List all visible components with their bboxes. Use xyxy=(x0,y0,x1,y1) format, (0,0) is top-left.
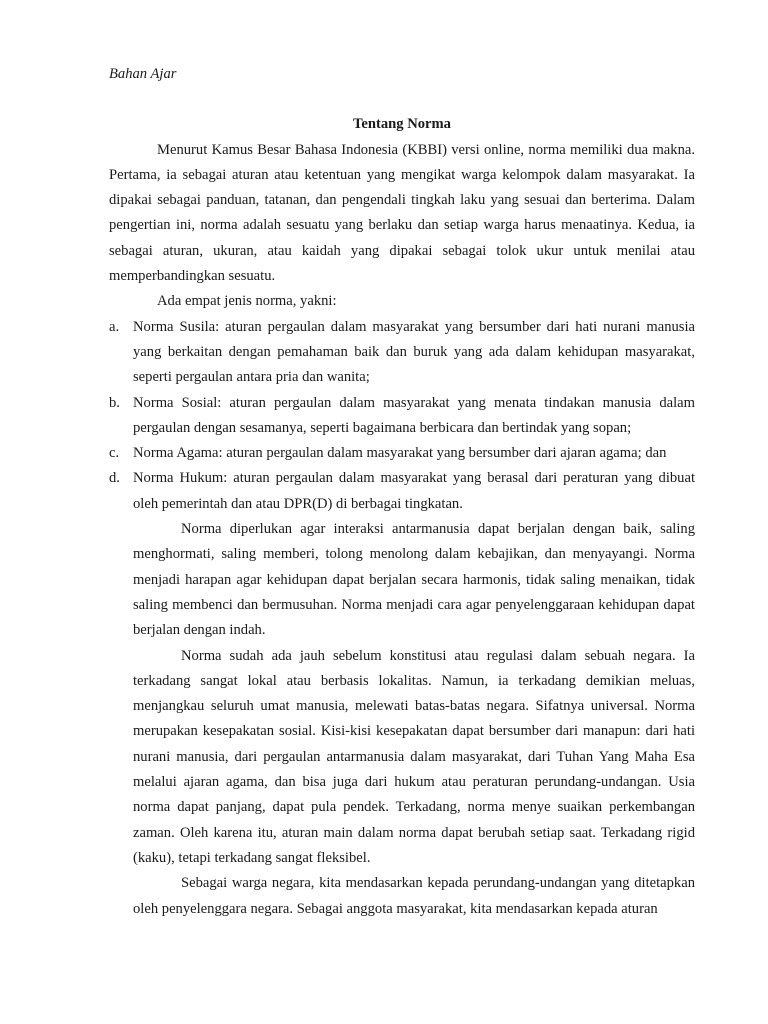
list-item xyxy=(109,441,695,466)
list-item-text: Norma Susila: aturan pergaulan dalam masyarakat yang bersumber dari hati nurani manusia yang berkaitan dengan pemahaman baik dan buruk yang ada dalam kehidupan masyarakat, seperti pergaulan antara pria dan wanita; xyxy=(133,318,695,386)
list-marker: c. xyxy=(109,445,120,462)
norm-types-list xyxy=(109,315,695,517)
list-item-text: Norma Agama: aturan pergaulan dalam masyarakat yang bersumber dari ajaran agama; dan xyxy=(133,445,667,462)
list-item xyxy=(109,466,695,517)
list-marker: d. xyxy=(109,470,120,487)
paragraph-history: Norma sudah ada jauh sebelum konstitusi atau regulasi dalam sebuah negara. Ia terkadang sangat lokal atau berbasis lokalitas. Namun, ia terkadang demikian meluas, menjangkau seluruh umat manusia, melewati batas-batas negara. Sifatnya universal. Norma merupakan kesepakatan sosial. Kisi-kisi kesepakatan dapat bersumber dari manapun: dari hati nurani manusia, dari pergaulan antarmanusia dalam masyarakat, dari Tuhan Yang Maha Esa melalui ajaran agama, dan bisa juga dari hukum atau peraturan perundang-undangan. Usia norma dapat panjang, dapat pula pendek. Terkadang, norma menye suaikan perkembangan zaman. Oleh karena itu, aturan main dalam norma dapat berubah setiap saat. Terkadang rigid (kaku), tetapi terkadang sangat fleksibel. xyxy=(133,647,695,866)
paragraph-purpose: Norma diperlukan agar interaksi antarmanusia dapat berjalan dengan baik, saling menghormati, saling memberi, tolong menolong dalam kebajikan, dan menyayangi. Norma menjadi harapan agar kehidupan dapat berjalan secara harmonis, tidak saling menaikan, tidak saling membenci dan bermusuhan. Norma menjadi cara agar penyelenggaraan kehidupan dapat berjalan dengan indah. xyxy=(133,521,695,639)
paragraph-citizenship: Sebagai warga negara, kita mendasarkan kepada perundang-undangan yang ditetapkan oleh penyelenggara negara. Sebagai anggota masyarakat, kita mendasarkan kepada aturan xyxy=(133,875,695,917)
body-block xyxy=(109,517,695,922)
list-item-text: Norma Sosial: aturan pergaulan dalam masyarakat yang menata tindakan manusia dalam pergaulan dengan sesamanya, seperti bagaimana berbicara dan bertindak yang sopan; xyxy=(133,394,695,436)
document-header: Bahan Ajar xyxy=(109,66,177,82)
paragraph-definition: Menurut Kamus Besar Bahasa Indonesia (KBBI) versi online, norma memiliki dua makna. Pertama, ia sebagai aturan atau ketentuan yang mengikat warga kelompok dalam masyarakat. Ia dipakai sebagai panduan, tatanan, dan pengendali tingkah laku yang sesuai dan berterima. Dalam pengertian ini, norma adalah sesuatu yang berlaku dan setiap warga harus menaatinya. Kedua, ia sebagai aturan, ukuran, atau kaidah yang dipakai sebagai tolok ukur untuk menilai atau memperbandingkan sesuatu. xyxy=(109,141,695,285)
list-marker: a. xyxy=(109,318,120,335)
paragraph-list-intro: Ada empat jenis norma, yakni: xyxy=(157,293,337,310)
list-item xyxy=(109,391,695,442)
list-marker: b. xyxy=(109,394,120,411)
document-title: Tentang Norma xyxy=(353,116,451,133)
list-item xyxy=(109,315,695,391)
list-item-text: Norma Hukum: aturan pergaulan dalam masyarakat yang berasal dari peraturan yang dibuat oleh pemerintah dan atau DPR(D) di berbagai tingkatan. xyxy=(133,470,695,512)
document-page xyxy=(109,62,695,922)
